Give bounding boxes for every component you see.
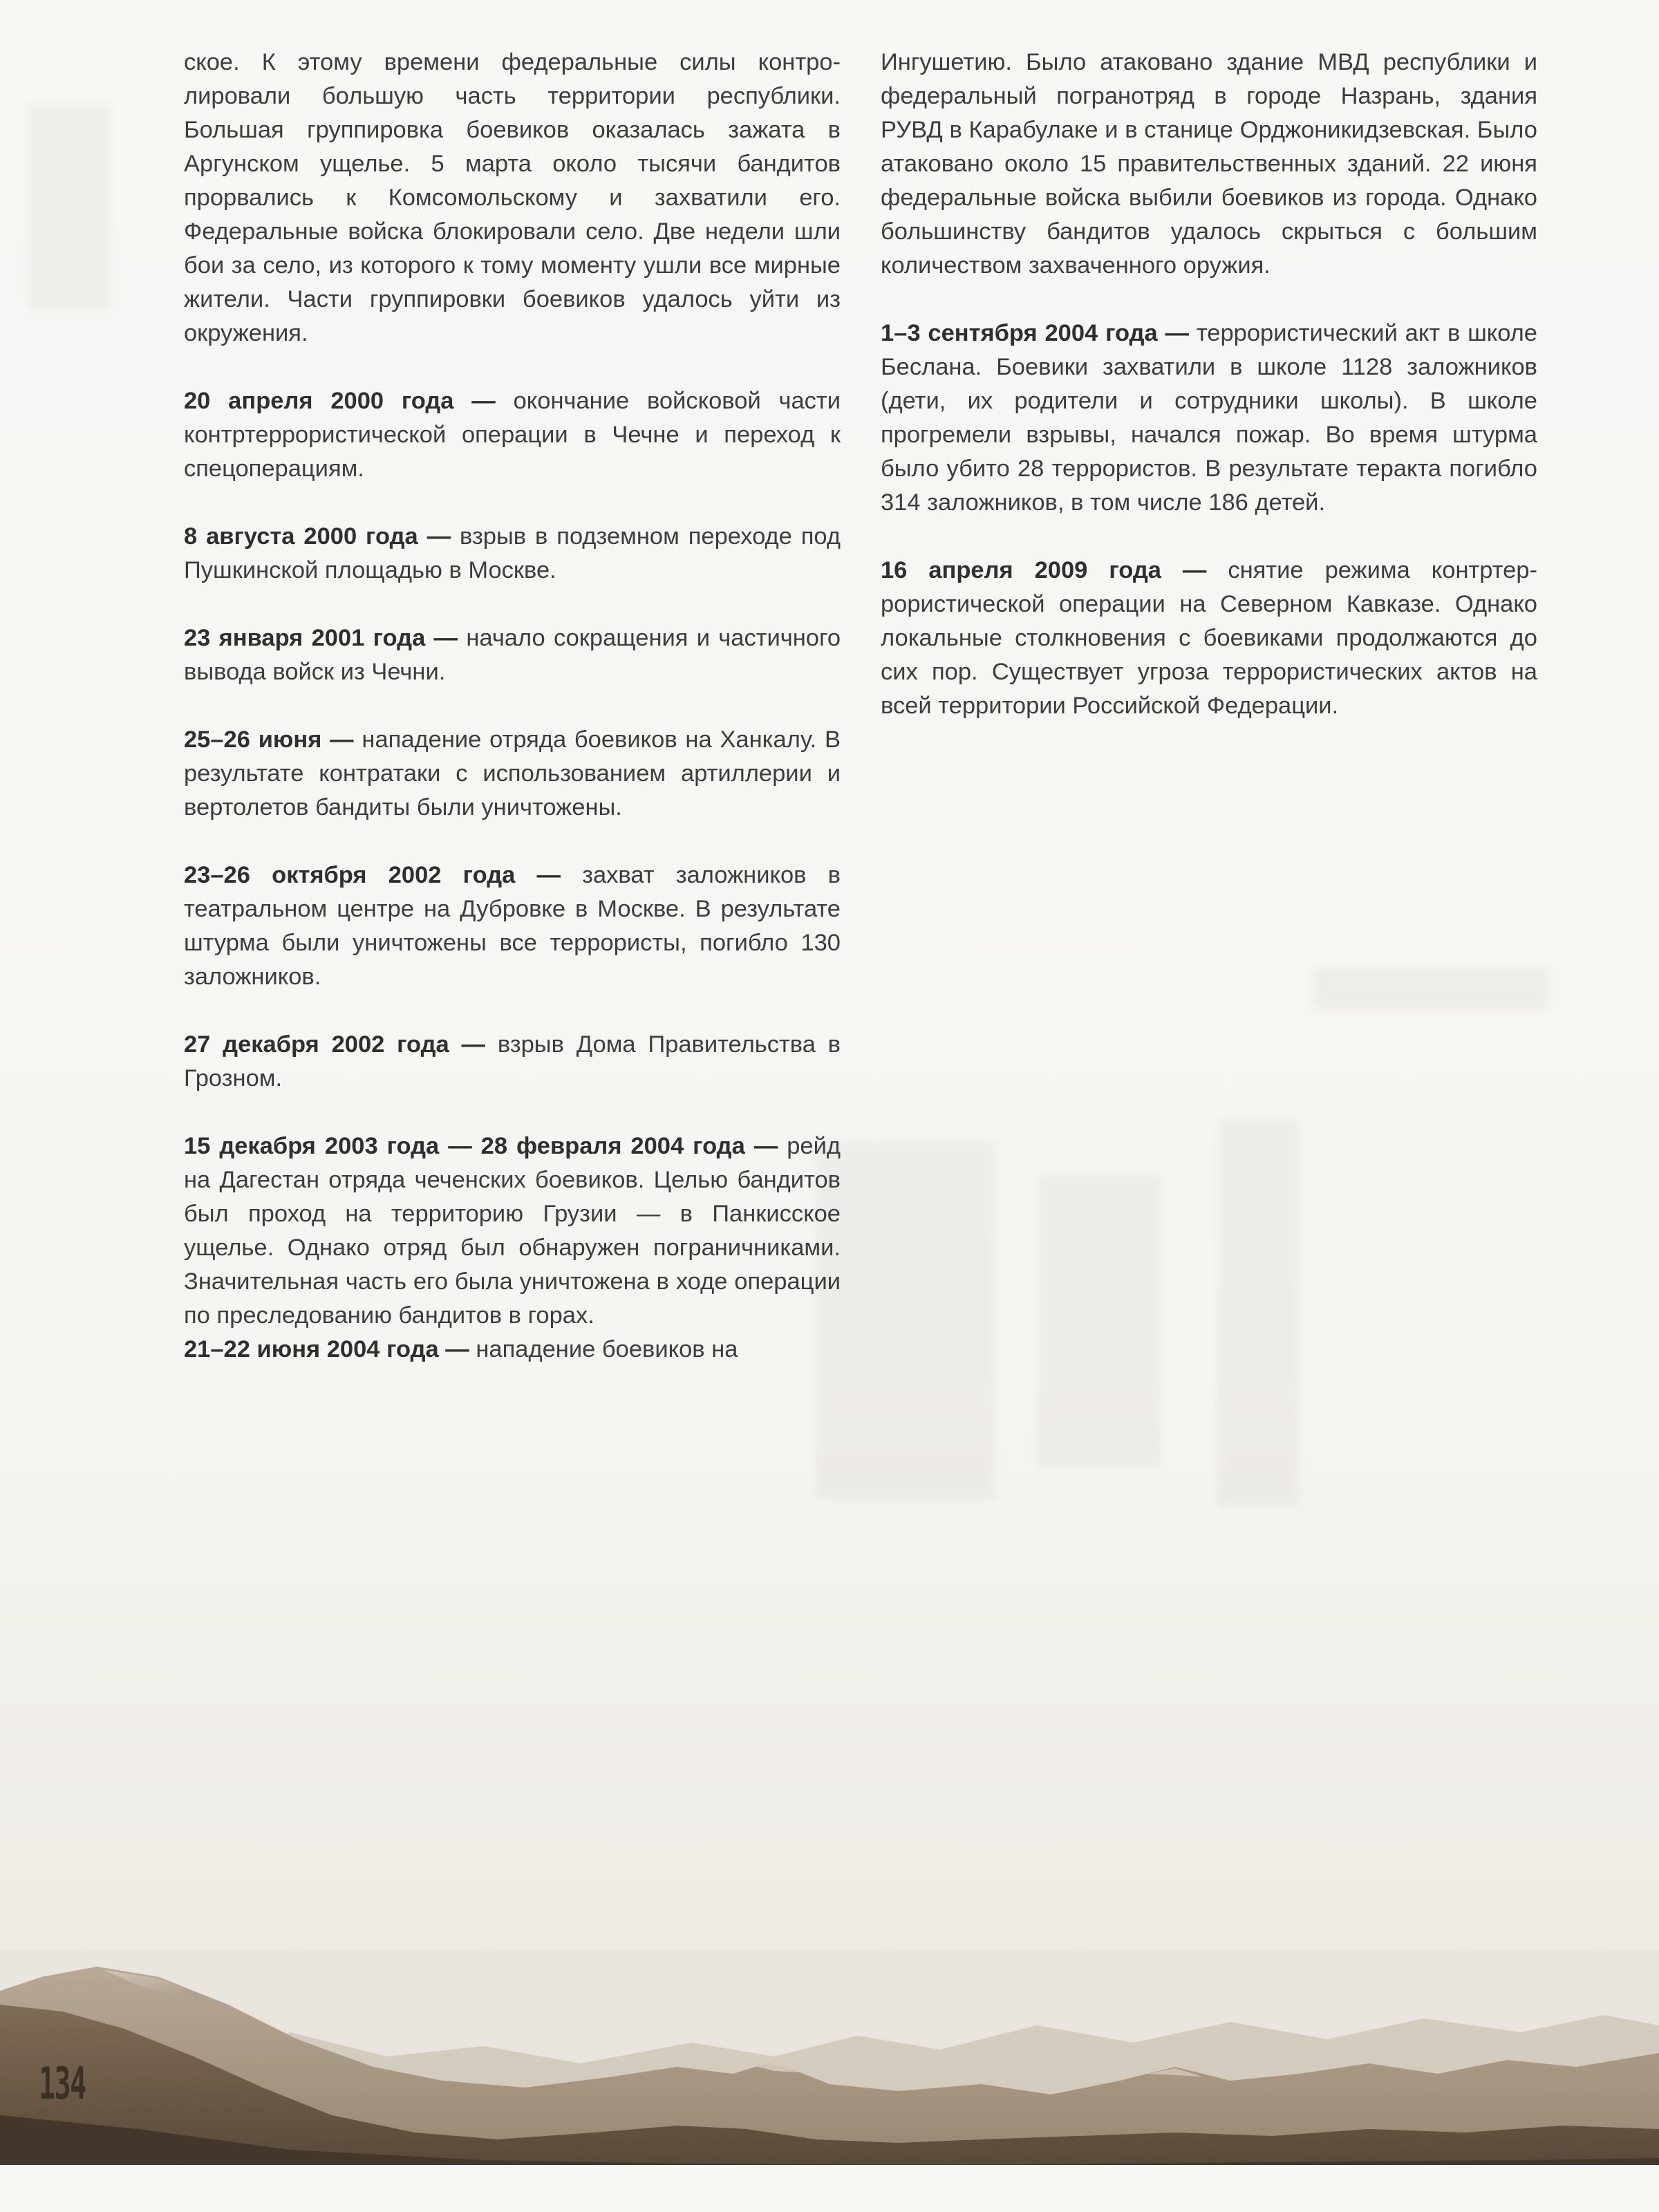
entry-dash: —	[744, 1133, 787, 1159]
entry-text: взрыв Дома Правительства в Грозном.	[184, 1031, 841, 1091]
entry-date: 27 декабря 2002 года	[184, 1031, 449, 1058]
entry-dash: —	[425, 625, 467, 651]
chronology-entry	[881, 46, 1537, 283]
entry-text: снятие режима контртеррористической операции на Северном Кавказе. Однако локальные столкновения с боевиками продолжаются до сих пор. Существует угроза террористических актов на всей территории Российской Федерации.	[881, 557, 1538, 719]
chronology-entry	[184, 520, 841, 588]
entry-text: взрыв в подземном переходе под Пушкинской площадью в Москве.	[184, 523, 841, 583]
entry-text: ское. К этому времени федеральные силы контролировали большую часть территории республики. Большая группировка боевиков оказалась зажата в Аргунском ущелье. 5 марта около тысячи бандитов прорвались к Комсомольскому и захватили его. Федеральные войска блокировали село. Две недели шли бои за село, из которого к тому моменту ушли все мирные жители. Части группировки боевиков удалось уйти из окружения.	[184, 49, 841, 346]
entry-date: 8 августа 2000 года	[184, 523, 418, 550]
entry-dash: —	[449, 1031, 498, 1058]
chronology-entry	[881, 317, 1537, 520]
entry-dash: —	[321, 727, 362, 753]
entry-date: 16 апреля 2009 года	[881, 557, 1161, 583]
chronology-entry	[184, 1333, 841, 1367]
right-text-column	[881, 46, 1537, 757]
chronology-entry	[184, 46, 841, 350]
entry-dash: —	[438, 1336, 476, 1362]
chronology-entry	[184, 621, 841, 689]
entry-dash: —	[1157, 320, 1197, 346]
entry-text: Ингушетию. Было атаковано здание МВД республики и федеральный погранотряд в городе Назрань, здания РУВД в Карабулаке и в станице Орджоникидзевская. Было атаковано около 15 правительственных зданий. 22 июня федеральные войска выбили боевиков из города. Однако большинству бандитов удалось скрыться с большим количеством захваченного оружия.	[881, 49, 1537, 279]
chronology-entry	[184, 384, 841, 486]
entry-date: 1–3 сентября 2004 года	[881, 320, 1158, 346]
entry-date: 15 декабря 2003 года — 28 февраля 2004 года	[184, 1133, 745, 1159]
entry-date: 20 апреля 2000 года	[184, 388, 454, 414]
entry-dash: —	[453, 388, 514, 414]
entry-text: окончание войсковой части контртеррористической операции в Чечне и переход к спецоперациям.	[184, 388, 841, 482]
chronology-entry	[184, 723, 841, 825]
page-number: 134	[39, 2059, 86, 2110]
entry-text: нападение отряда боевиков на Ханкалу. В результате контратаки с использованием артиллерии и вертолетов бандиты были уничтожены.	[184, 727, 841, 821]
chronology-entry	[184, 1130, 841, 1333]
entry-dash: —	[1161, 557, 1228, 583]
chronology-entry	[881, 554, 1537, 723]
entry-date: 23 января 2001 года	[184, 625, 426, 651]
entry-text: захват заложников в театральном центре на Дубровке в Москве. В результате штурма были уничтожены все террористы, погибло 130 заложников.	[184, 862, 841, 990]
chronology-entry	[184, 859, 841, 994]
entry-dash: —	[515, 862, 583, 888]
entry-text: террористический акт в школе Беслана. Боевики захватили в школе 1128 заложников (дети, их родители и сотрудники школы). В школе прогремели взрывы, начался пожар. Во время штурма было убито 28 террористов. В результате теракта погибло 314 заложников, в том числе 186 детей.	[881, 320, 1537, 516]
entry-text: рейд на Дагестан отряда чеченских боевиков. Целью бандитов был проход на территорию Грузии — в Панкисское ущелье. Однако отряд был обнаружен пограничниками. Значительная часть его была уничтожена в ходе операции по преследованию бандитов в горах.	[184, 1133, 841, 1329]
entry-text: начало сокращения и частичного вывода войск из Чечни.	[184, 625, 841, 685]
chronology-entry	[184, 1028, 841, 1096]
entry-date: 21–22 июня 2004 года	[184, 1336, 439, 1362]
entry-text: нападение боевиков на	[476, 1336, 738, 1362]
entry-date: 23–26 октября 2002 года	[184, 862, 516, 888]
left-text-column	[184, 46, 841, 1400]
entry-dash: —	[418, 523, 460, 550]
entry-date: 25–26 июня	[184, 727, 322, 753]
